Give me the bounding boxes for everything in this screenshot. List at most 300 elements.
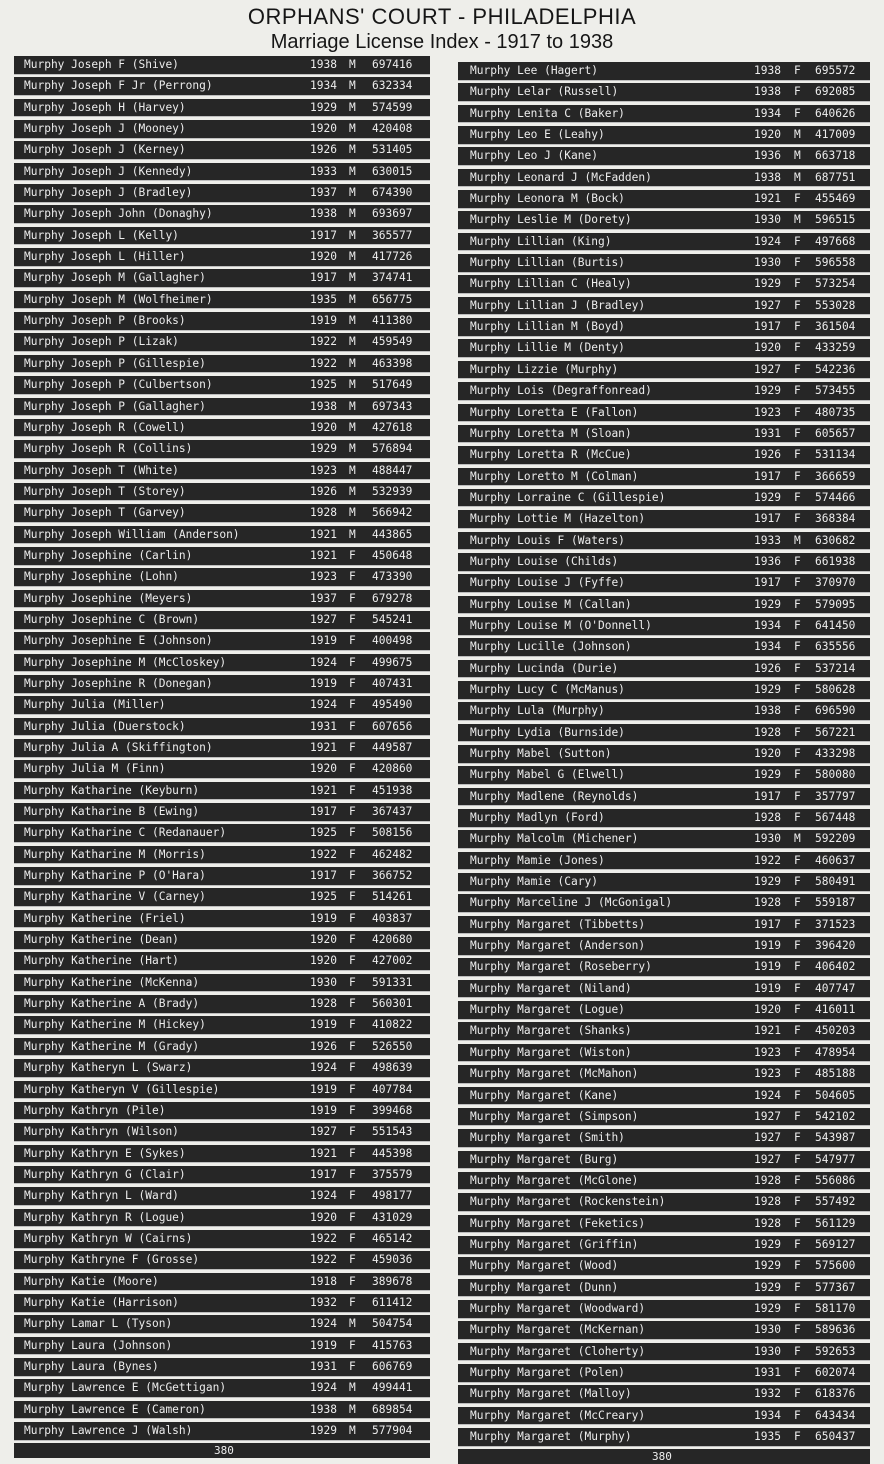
entry-name: Murphy Joseph J (Bradley) <box>24 186 193 200</box>
entry-year: 1921 <box>310 741 337 754</box>
entry-sex: M <box>349 250 356 264</box>
entry-license-number: 569127 <box>815 1237 856 1251</box>
entry-name: Murphy Laura (Johnson) <box>24 1338 173 1352</box>
entry-name: Murphy Laura (Bynes) <box>24 1359 159 1373</box>
entry-name: Murphy Mamie (Cary) <box>470 875 598 889</box>
entry-license-number: 581170 <box>815 1301 856 1315</box>
entry-year: 1920 <box>754 1003 781 1017</box>
entry-name: Murphy Julia M (Finn) <box>24 762 166 776</box>
entry-year: 1928 <box>754 811 781 825</box>
index-entry-row <box>458 1108 870 1127</box>
entry-name: Murphy Josephine E (Johnson) <box>24 634 213 648</box>
entry-sex: F <box>349 869 356 883</box>
index-entry-row <box>458 660 870 679</box>
entry-year: 1923 <box>310 463 337 477</box>
entry-name: Murphy Josephine (Meyers) <box>24 591 193 605</box>
entry-license-number: 566942 <box>372 506 413 520</box>
entry-name: Murphy Joseph R (Collins) <box>24 442 193 456</box>
entry-license-number: 465142 <box>372 1231 413 1245</box>
entry-license-number: 606769 <box>372 1359 413 1373</box>
index-entry-row <box>458 190 870 209</box>
entry-sex: F <box>349 783 356 797</box>
index-entry-row <box>14 440 430 459</box>
entry-license-number: 567221 <box>815 725 856 739</box>
entry-name: Murphy Katherine A (Brady) <box>24 997 200 1011</box>
index-entry-row <box>458 1300 870 1319</box>
entry-name: Murphy Lizzie (Murphy) <box>470 362 619 376</box>
entry-year: 1938 <box>310 1402 337 1416</box>
entry-year: 1937 <box>310 591 337 605</box>
index-entry-row <box>14 1016 430 1035</box>
index-entry-row <box>14 1251 430 1270</box>
entry-sex: F <box>794 1387 801 1401</box>
entry-name: Murphy Margaret (Smith) <box>470 1131 625 1145</box>
entry-license-number: 547977 <box>815 1152 856 1166</box>
entry-license-number: 574599 <box>372 100 413 114</box>
index-entry-row <box>14 995 430 1014</box>
entry-sex: F <box>794 618 801 632</box>
entry-name: Murphy Katharine B (Ewing) <box>24 805 200 819</box>
entry-license-number: 526550 <box>372 1039 413 1053</box>
index-entry-row <box>458 83 870 102</box>
entry-year: 1919 <box>310 634 337 648</box>
index-entry-row <box>458 894 870 913</box>
entry-year: 1920 <box>754 747 781 760</box>
entry-name: Murphy Joseph T (Garvey) <box>24 506 186 520</box>
index-entry-row <box>458 596 870 615</box>
entry-year: 1917 <box>310 228 337 242</box>
entry-sex: F <box>794 747 801 760</box>
entry-license-number: 459036 <box>372 1253 413 1267</box>
entry-name: Murphy Katherine M (Hickey) <box>24 1018 206 1032</box>
index-entry-row <box>458 1172 870 1191</box>
index-entry-row <box>458 1044 870 1063</box>
entry-year: 1919 <box>754 939 781 953</box>
index-entry-row <box>458 980 870 999</box>
entry-sex: F <box>349 933 356 947</box>
entry-sex: M <box>349 100 356 114</box>
entry-name: Murphy Josephine C (Brown) <box>24 612 200 626</box>
entry-license-number: 602074 <box>815 1365 856 1379</box>
index-entry-row <box>458 852 870 871</box>
entry-year: 1934 <box>754 106 781 120</box>
index-entry-row <box>14 1315 430 1334</box>
entry-license-number: 374741 <box>372 271 413 285</box>
index-entry-row <box>458 1257 870 1276</box>
entry-year: 1930 <box>754 213 781 227</box>
entry-year: 1921 <box>310 548 337 562</box>
entry-sex: F <box>349 1231 356 1245</box>
entry-year: 1927 <box>754 1109 781 1123</box>
entry-year: 1931 <box>310 719 337 733</box>
index-entry-row <box>14 590 430 609</box>
entry-sex: F <box>349 1338 356 1352</box>
index-entry-row <box>458 724 870 743</box>
entry-year: 1919 <box>754 960 781 974</box>
index-entry-row <box>458 1215 870 1234</box>
index-entry-row <box>14 1038 430 1057</box>
entry-license-number: 407747 <box>815 981 856 995</box>
entry-license-number: 697343 <box>372 399 413 413</box>
entry-year: 1921 <box>754 192 781 206</box>
index-entry-row <box>14 952 430 971</box>
entry-name: Murphy Joseph M (Wolfheimer) <box>24 292 213 306</box>
index-entry-row <box>14 462 430 481</box>
index-entry-row <box>14 398 430 417</box>
entry-license-number: 417726 <box>372 250 413 264</box>
entry-name: Murphy Loretta M (Sloan) <box>470 426 632 440</box>
entry-name: Murphy Margaret (Tibbetts) <box>470 917 646 931</box>
entry-year: 1925 <box>310 378 337 392</box>
index-entry-row <box>14 888 430 907</box>
entry-year: 1921 <box>754 1024 781 1038</box>
page-number-bar <box>14 1443 430 1458</box>
entry-name: Murphy Margaret (Dunn) <box>470 1280 619 1294</box>
entry-sex: M <box>794 533 801 547</box>
entry-license-number: 640626 <box>815 106 856 120</box>
entry-license-number: 499441 <box>372 1381 413 1395</box>
entry-license-number: 679278 <box>372 591 413 605</box>
entry-license-number: 449587 <box>372 741 413 754</box>
index-entry-row <box>458 147 870 166</box>
entry-license-number: 371523 <box>815 917 856 931</box>
entry-license-number: 589636 <box>815 1323 856 1337</box>
entry-sex: F <box>349 698 356 712</box>
entry-license-number: 553028 <box>815 298 856 312</box>
index-entry-row <box>14 56 430 75</box>
entry-license-number: 632334 <box>372 79 413 93</box>
entry-year: 1928 <box>754 1216 781 1230</box>
entry-sex: F <box>794 875 801 889</box>
entry-sex: M <box>349 399 356 413</box>
entry-name: Murphy Katie (Harrison) <box>24 1295 179 1309</box>
entry-license-number: 478954 <box>815 1045 856 1059</box>
index-entry-row <box>458 1343 870 1362</box>
entry-license-number: 396420 <box>815 939 856 953</box>
entry-sex: F <box>794 320 801 334</box>
entry-sex: M <box>794 213 801 227</box>
entry-year: 1921 <box>310 783 337 797</box>
index-entry-row <box>458 830 870 849</box>
entry-name: Murphy Mabel G (Elwell) <box>470 768 625 782</box>
entry-sex: F <box>794 1365 801 1379</box>
entry-sex: M <box>349 228 356 242</box>
entry-sex: F <box>794 725 801 739</box>
entry-year: 1934 <box>310 79 337 93</box>
entry-year: 1929 <box>754 875 781 889</box>
entry-sex: M <box>349 506 356 520</box>
entry-year: 1931 <box>754 1365 781 1379</box>
entry-license-number: 573254 <box>815 277 856 291</box>
entry-sex: F <box>349 1103 356 1117</box>
entry-sex: F <box>794 85 801 99</box>
entry-name: Murphy Mamie (Jones) <box>470 853 605 867</box>
entry-sex: F <box>349 826 356 840</box>
entry-name: Murphy Lillie M (Denty) <box>470 341 625 355</box>
entry-year: 1934 <box>754 640 781 654</box>
index-entry-row <box>14 1337 430 1356</box>
entry-name: Murphy Marceline J (McGonigal) <box>470 896 673 910</box>
entry-sex: F <box>794 277 801 291</box>
entry-name: Murphy Lillian (King) <box>470 234 612 248</box>
entry-license-number: 532939 <box>372 484 413 498</box>
index-entry-row <box>458 169 870 188</box>
entry-license-number: 580080 <box>815 768 856 782</box>
entry-sex: F <box>349 1039 356 1053</box>
entry-license-number: 450648 <box>372 548 413 562</box>
entry-year: 1919 <box>310 1338 337 1352</box>
index-entry-row <box>458 254 870 273</box>
entry-license-number: 462482 <box>372 847 413 861</box>
entry-name: Murphy Lydia (Burnside) <box>470 725 625 739</box>
entry-license-number: 643434 <box>815 1408 856 1422</box>
entry-year: 1928 <box>754 1195 781 1209</box>
index-entry-row <box>14 547 430 566</box>
entry-sex: F <box>794 981 801 995</box>
entry-year: 1917 <box>754 320 781 334</box>
entry-year: 1928 <box>310 997 337 1011</box>
entry-sex: F <box>794 106 801 120</box>
entry-sex: F <box>794 1280 801 1294</box>
entry-license-number: 460637 <box>815 853 856 867</box>
entry-year: 1923 <box>754 1045 781 1059</box>
entry-license-number: 488447 <box>372 463 413 477</box>
index-entry-row <box>14 632 430 651</box>
entry-name: Murphy Margaret (McMahon) <box>470 1067 639 1081</box>
entry-license-number: 420408 <box>372 122 413 136</box>
entry-license-number: 499675 <box>372 655 413 669</box>
entry-year: 1930 <box>754 1344 781 1358</box>
entry-license-number: 592653 <box>815 1344 856 1358</box>
entry-sex: F <box>794 490 801 504</box>
entry-sex: F <box>794 597 801 611</box>
index-entry-row <box>458 809 870 828</box>
entry-name: Murphy Lottie M (Hazelton) <box>470 512 646 526</box>
index-entry-row <box>458 1321 870 1340</box>
entry-name: Murphy Joseph J (Kerney) <box>24 143 186 157</box>
index-entry-row <box>14 974 430 993</box>
entry-name: Murphy Lois (Degraffonread) <box>470 384 652 398</box>
entry-year: 1932 <box>310 1295 337 1309</box>
entry-license-number: 415763 <box>372 1338 413 1352</box>
index-entry-row <box>458 382 870 401</box>
entry-year: 1929 <box>754 1301 781 1315</box>
entry-license-number: 459549 <box>372 335 413 349</box>
entry-year: 1929 <box>754 682 781 696</box>
index-entry-row <box>458 574 870 593</box>
entry-license-number: 607656 <box>372 719 413 733</box>
entry-year: 1924 <box>310 698 337 712</box>
entry-license-number: 365577 <box>372 228 413 242</box>
entry-license-number: 416011 <box>815 1003 856 1017</box>
entry-sex: F <box>794 1344 801 1358</box>
index-entry-row <box>458 681 870 700</box>
entry-sex: F <box>794 405 801 419</box>
entry-name: Murphy Louise M (Callan) <box>470 597 632 611</box>
entry-year: 1924 <box>754 1088 781 1102</box>
entry-year: 1925 <box>310 826 337 840</box>
entry-year: 1919 <box>754 981 781 995</box>
entry-name: Murphy Margaret (Niland) <box>470 981 632 995</box>
entry-sex: M <box>349 207 356 221</box>
index-entry-row <box>458 788 870 807</box>
entry-year: 1927 <box>310 1125 337 1139</box>
entry-name: Murphy Joseph P (Gillespie) <box>24 356 206 370</box>
index-entry-row <box>458 1193 870 1212</box>
index-entry-row <box>14 931 430 950</box>
entry-sex: M <box>349 186 356 200</box>
entry-year: 1926 <box>310 1039 337 1053</box>
entry-name: Murphy Joseph P (Gallagher) <box>24 399 206 413</box>
entry-sex: F <box>349 1167 356 1181</box>
entry-year: 1930 <box>754 256 781 270</box>
entry-year: 1917 <box>754 917 781 931</box>
entry-sex: F <box>794 192 801 206</box>
entry-name: Murphy Lawrence J (Walsh) <box>24 1424 193 1437</box>
entry-year: 1928 <box>754 896 781 910</box>
entry-license-number: 357797 <box>815 789 856 803</box>
index-entry-row <box>14 782 430 801</box>
entry-year: 1927 <box>754 1152 781 1166</box>
entry-license-number: 517649 <box>372 378 413 392</box>
entry-sex: F <box>794 64 801 77</box>
entry-year: 1933 <box>310 164 337 178</box>
entry-sex: F <box>794 469 801 483</box>
entry-sex: F <box>794 298 801 312</box>
entry-year: 1934 <box>754 1408 781 1422</box>
index-entry-row <box>14 824 430 843</box>
entry-name: Murphy Katheryn L (Swarz) <box>24 1061 193 1075</box>
entry-sex: F <box>794 576 801 590</box>
index-entry-row <box>458 233 870 252</box>
entry-license-number: 577367 <box>815 1280 856 1294</box>
entry-sex: M <box>349 527 356 541</box>
index-entry-row <box>458 211 870 230</box>
entry-name: Murphy Katharine (Keyburn) <box>24 783 200 797</box>
index-entry-row <box>14 333 430 352</box>
entry-name: Murphy Margaret (Polen) <box>470 1365 625 1379</box>
entry-name: Murphy Katharine C (Redanauer) <box>24 826 227 840</box>
entry-year: 1929 <box>754 490 781 504</box>
index-entry-row <box>458 1236 870 1255</box>
entry-sex: F <box>349 1210 356 1224</box>
entry-license-number: 695572 <box>815 64 856 77</box>
entry-license-number: 557492 <box>815 1195 856 1209</box>
index-entry-row <box>458 1151 870 1170</box>
entry-sex: F <box>349 570 356 584</box>
entry-name: Murphy Margaret (Burg) <box>470 1152 619 1166</box>
index-entry-row <box>14 504 430 523</box>
index-column-right <box>458 62 870 1464</box>
entry-year: 1929 <box>754 277 781 291</box>
entry-license-number: 366752 <box>372 869 413 883</box>
entry-license-number: 561129 <box>815 1216 856 1230</box>
entry-year: 1922 <box>310 1253 337 1267</box>
entry-sex: F <box>794 1173 801 1187</box>
index-entry-row <box>14 696 430 715</box>
index-entry-row <box>458 1087 870 1106</box>
index-entry-row <box>14 141 430 160</box>
entry-sex: M <box>349 1424 356 1437</box>
index-entry-row <box>14 1273 430 1292</box>
entry-license-number: 592209 <box>815 832 856 846</box>
entry-license-number: 403837 <box>372 911 413 925</box>
entry-year: 1920 <box>754 128 781 142</box>
entry-sex: F <box>794 1408 801 1422</box>
entry-sex: F <box>349 719 356 733</box>
entry-year: 1938 <box>310 399 337 413</box>
page-subtitle: Marriage License Index - 1917 to 1938 <box>270 31 614 53</box>
entry-license-number: 650437 <box>815 1430 856 1443</box>
entry-name: Murphy Leo J (Kane) <box>470 149 598 163</box>
entry-license-number: 596515 <box>815 213 856 227</box>
entry-sex: F <box>349 805 356 819</box>
index-entry-row <box>14 910 430 929</box>
index-entry-row <box>14 163 430 182</box>
entry-year: 1928 <box>754 725 781 739</box>
page-title: ORPHANS' COURT - PHILADELPHIA <box>247 4 637 29</box>
entry-name: Murphy Joseph M (Gallagher) <box>24 271 206 285</box>
entry-year: 1927 <box>754 298 781 312</box>
entry-license-number: 635556 <box>815 640 856 654</box>
entry-sex: F <box>794 1259 801 1273</box>
index-entry-row <box>14 867 430 886</box>
index-entry-row <box>14 846 430 865</box>
entry-license-number: 497668 <box>815 234 856 248</box>
entry-license-number: 411380 <box>372 314 413 328</box>
entry-sex: M <box>349 356 356 370</box>
index-entry-row <box>14 1145 430 1164</box>
entry-name: Murphy Joseph T (White) <box>24 463 179 477</box>
entry-license-number: 433298 <box>815 747 856 760</box>
entry-year: 1919 <box>310 676 337 690</box>
index-entry-row <box>14 1209 430 1228</box>
entry-year: 1938 <box>754 170 781 184</box>
entry-name: Murphy Louise (Childs) <box>470 554 619 568</box>
entry-year: 1917 <box>310 271 337 285</box>
entry-sex: M <box>794 128 801 142</box>
entry-sex: F <box>794 384 801 398</box>
entry-license-number: 407784 <box>372 1082 413 1096</box>
entry-sex: M <box>349 463 356 477</box>
entry-license-number: 560301 <box>372 997 413 1011</box>
entry-year: 1927 <box>754 1131 781 1145</box>
index-entry-row <box>458 1364 870 1383</box>
entry-sex: F <box>794 1430 801 1443</box>
entry-sex: F <box>349 655 356 669</box>
entry-name: Murphy Lenita C (Baker) <box>470 106 625 120</box>
entry-year: 1929 <box>310 100 337 114</box>
entry-sex: F <box>349 612 356 626</box>
entry-sex: M <box>794 832 801 846</box>
entry-year: 1922 <box>754 853 781 867</box>
entry-license-number: 545241 <box>372 612 413 626</box>
entry-name: Murphy Joseph J (Mooney) <box>24 122 186 136</box>
entry-sex: M <box>794 170 801 184</box>
entry-sex: F <box>794 789 801 803</box>
entry-license-number: 531405 <box>372 143 413 157</box>
entry-sex: F <box>349 1082 356 1096</box>
entry-name: Murphy Margaret (Griffin) <box>470 1237 639 1251</box>
entry-license-number: 445398 <box>372 1146 413 1160</box>
entry-license-number: 531134 <box>815 448 856 462</box>
entry-license-number: 576894 <box>372 442 413 456</box>
entry-name: Murphy Julia (Duerstock) <box>24 719 186 733</box>
entry-name: Murphy Margaret (McGlone) <box>470 1173 639 1187</box>
index-entry-row <box>458 510 870 529</box>
index-entry-row <box>14 483 430 502</box>
entry-license-number: 443865 <box>372 527 413 541</box>
